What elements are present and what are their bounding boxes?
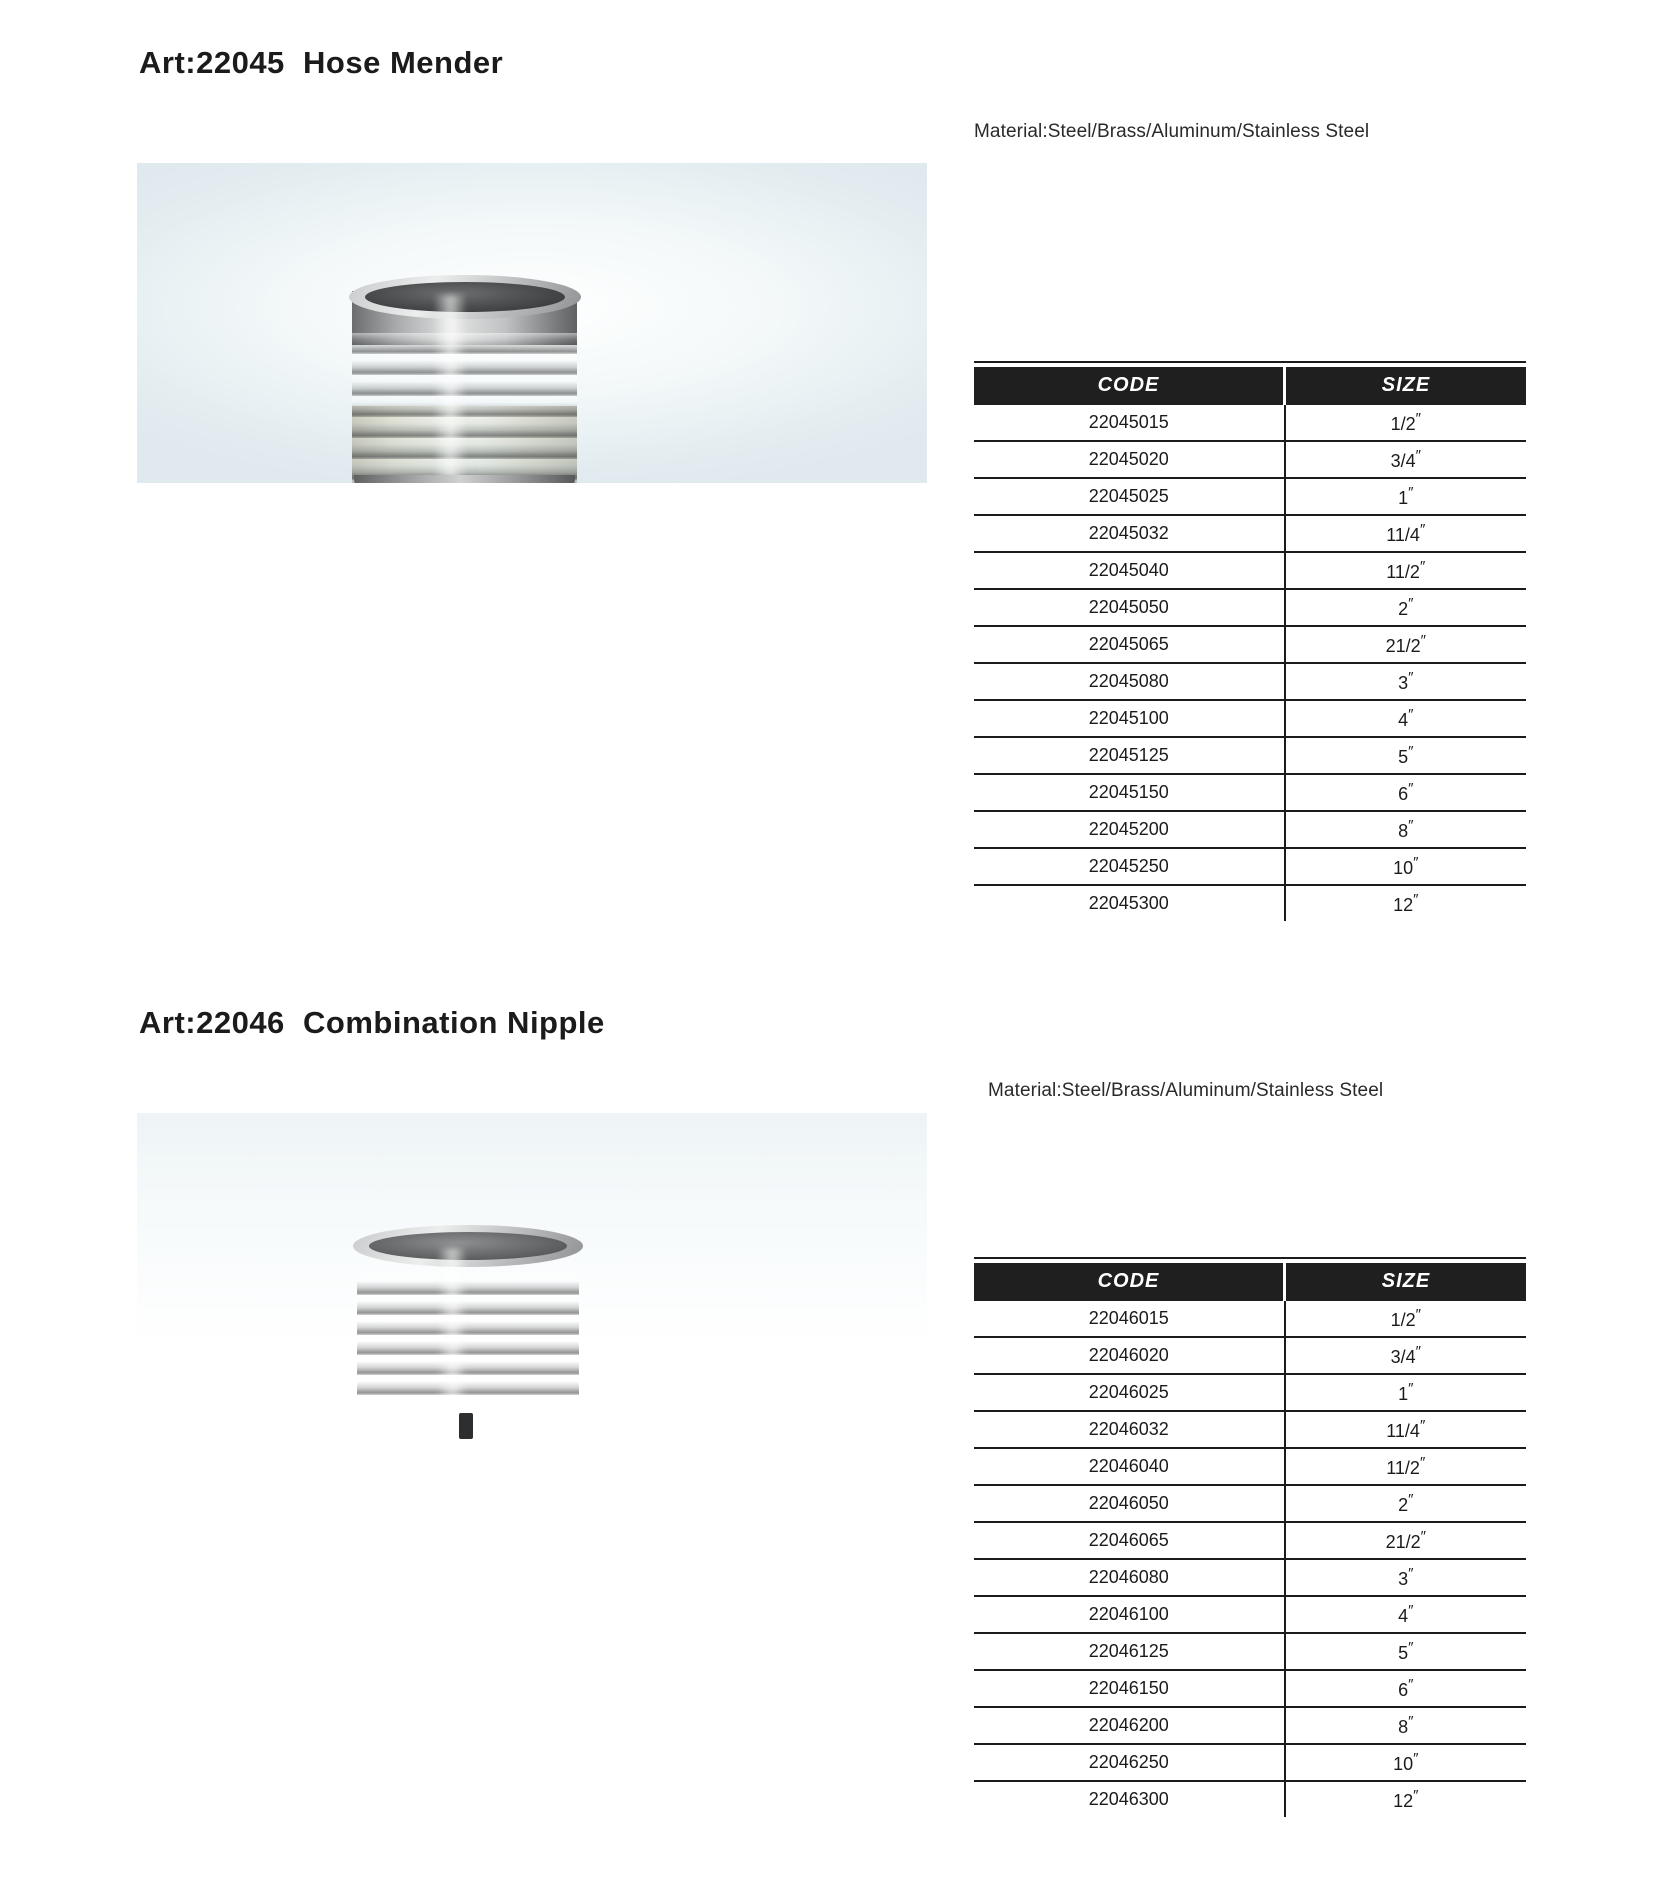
- size-unit: ″: [1408, 780, 1414, 797]
- size-unit: ″: [1415, 1306, 1421, 1323]
- cell-code: 22045200: [974, 811, 1285, 848]
- cell-size: [1285, 1670, 1527, 1707]
- cell-size: [1285, 1485, 1527, 1522]
- cell-size: [1285, 478, 1527, 515]
- table-row: [974, 848, 1526, 885]
- table-row: [974, 552, 1526, 589]
- size-value: 10: [1393, 1754, 1414, 1774]
- material-label-combination-nipple: Material:Steel/Brass/Aluminum/Stainless Steel: [988, 1080, 1384, 1101]
- cell-code: 22046020: [974, 1337, 1285, 1374]
- cell-code: 22045015: [974, 405, 1285, 441]
- hose-mender-photo: [137, 163, 927, 483]
- cell-size: [1285, 589, 1527, 626]
- cell-code: 22045125: [974, 737, 1285, 774]
- size-value: 2: [1398, 599, 1409, 619]
- barb-rib-group: [357, 1275, 579, 1395]
- cell-code: 22046032: [974, 1411, 1285, 1448]
- size-unit: ″: [1408, 1676, 1414, 1693]
- size-value: 10: [1393, 858, 1414, 878]
- table-row: [974, 1707, 1526, 1744]
- table-row: [974, 1485, 1526, 1522]
- table-row: [974, 405, 1526, 441]
- cell-code: 22046065: [974, 1522, 1285, 1559]
- size-unit: ″: [1415, 447, 1421, 464]
- cell-code: 22046200: [974, 1707, 1285, 1744]
- table-row: [974, 737, 1526, 774]
- table-row: [974, 478, 1526, 515]
- size-unit: ″: [1408, 1713, 1414, 1730]
- size-value: 3/4: [1390, 451, 1416, 471]
- barb-rib: [357, 1355, 579, 1375]
- table-row: [974, 811, 1526, 848]
- cell-size: [1285, 1374, 1527, 1411]
- table-row: [974, 1448, 1526, 1485]
- size-unit: ″: [1408, 669, 1414, 686]
- cell-code: 22045250: [974, 848, 1285, 885]
- table-row: [974, 700, 1526, 737]
- size-unit: ″: [1408, 706, 1414, 723]
- size-unit: ″: [1408, 1602, 1414, 1619]
- cell-code: 22045080: [974, 663, 1285, 700]
- page-title-hose-mender: Art:22045 Hose Mender: [139, 45, 504, 80]
- specular-highlight: [433, 295, 467, 481]
- cell-code: 22045040: [974, 552, 1285, 589]
- size-unit: ″: [1413, 1787, 1419, 1804]
- size-value: 2: [1398, 1495, 1409, 1515]
- size-value: 6: [1398, 1680, 1409, 1700]
- size-unit: ″: [1408, 1491, 1414, 1508]
- size-value: 11/2: [1386, 562, 1420, 582]
- cell-size: [1285, 405, 1527, 441]
- size-value: 3/4: [1390, 1347, 1416, 1367]
- table-row: [974, 515, 1526, 552]
- bore-inner-opening: [369, 1232, 567, 1260]
- size-value: 5: [1398, 747, 1409, 767]
- barb-rib: [357, 1275, 579, 1295]
- table-header-row: [974, 367, 1526, 405]
- cell-size: [1285, 1522, 1527, 1559]
- cell-size: [1285, 1633, 1527, 1670]
- size-value: 4: [1398, 1606, 1409, 1626]
- table-row: [974, 1596, 1526, 1633]
- column-header-size: SIZE: [1285, 1263, 1527, 1301]
- column-header-code: CODE: [974, 1263, 1285, 1301]
- size-value: 11/4: [1386, 1421, 1420, 1441]
- table-row: [974, 1559, 1526, 1596]
- barb-rib: [357, 1375, 579, 1395]
- size-unit: ″: [1408, 1639, 1414, 1656]
- size-unit: ″: [1413, 854, 1419, 871]
- table-header-row: [974, 1263, 1526, 1301]
- cell-size: [1285, 1781, 1527, 1817]
- size-unit: ″: [1408, 484, 1414, 501]
- size-unit: ″: [1415, 1343, 1421, 1360]
- cell-code: 22045065: [974, 626, 1285, 663]
- table-row: [974, 441, 1526, 478]
- cell-code: 22046015: [974, 1301, 1285, 1337]
- cell-code: 22046050: [974, 1485, 1285, 1522]
- cell-size: [1285, 700, 1527, 737]
- size-unit: ″: [1420, 632, 1426, 649]
- spec-table-hose-mender: [974, 367, 1526, 921]
- size-unit: ″: [1419, 521, 1426, 538]
- table-row: [974, 885, 1526, 921]
- size-value: 4: [1398, 710, 1409, 730]
- table-header: [974, 367, 1526, 405]
- spec-table-wrapper-combination-nipple: [974, 1263, 1526, 1817]
- size-value: 11/4: [1386, 525, 1420, 545]
- size-unit: ″: [1408, 595, 1414, 612]
- cell-size: [1285, 515, 1527, 552]
- size-value: 1: [1398, 488, 1409, 508]
- cell-size: [1285, 1744, 1527, 1781]
- cell-size: [1285, 885, 1527, 921]
- size-value: 21/2: [1385, 1532, 1421, 1552]
- column-header-code: CODE: [974, 367, 1285, 405]
- cell-code: 22046040: [974, 1448, 1285, 1485]
- table-row: [974, 1374, 1526, 1411]
- cell-code: 22046250: [974, 1744, 1285, 1781]
- size-value: 1/2: [1390, 1310, 1416, 1330]
- size-unit: ″: [1419, 1417, 1426, 1434]
- table-row: [974, 589, 1526, 626]
- size-unit: ″: [1408, 743, 1414, 760]
- table-body-hose-mender: [974, 405, 1526, 921]
- cell-size: [1285, 1301, 1527, 1337]
- table-row: [974, 1781, 1526, 1817]
- size-unit: ″: [1413, 1750, 1419, 1767]
- spec-table-wrapper-hose-mender: [974, 367, 1526, 921]
- table-top-rule: [974, 1257, 1526, 1259]
- cell-size: [1285, 552, 1527, 589]
- cell-size: [1285, 663, 1527, 700]
- cell-code: 22046300: [974, 1781, 1285, 1817]
- material-label-hose-mender: Material:Steel/Brass/Aluminum/Stainless Steel: [974, 121, 1370, 142]
- cell-size: [1285, 1559, 1527, 1596]
- size-unit: ″: [1413, 891, 1419, 908]
- size-unit: ″: [1419, 558, 1426, 575]
- cell-code: 22046150: [974, 1670, 1285, 1707]
- cell-size: [1285, 811, 1527, 848]
- size-value: 1: [1398, 1384, 1409, 1404]
- cell-code: 22045032: [974, 515, 1285, 552]
- spec-table-combination-nipple: [974, 1263, 1526, 1817]
- cell-code: 22045300: [974, 885, 1285, 921]
- size-unit: ″: [1408, 1565, 1414, 1582]
- cell-code: 22046125: [974, 1633, 1285, 1670]
- cell-size: [1285, 737, 1527, 774]
- cell-code: 22046100: [974, 1596, 1285, 1633]
- table-row: [974, 1633, 1526, 1670]
- cell-code: 22045050: [974, 589, 1285, 626]
- combination-nipple-illustration: [137, 1113, 927, 1443]
- table-row: [974, 774, 1526, 811]
- table-header: [974, 1263, 1526, 1301]
- cell-size: [1285, 1411, 1527, 1448]
- cell-size: [1285, 774, 1527, 811]
- cell-size: [1285, 1596, 1527, 1633]
- cell-size: [1285, 626, 1527, 663]
- table-row: [974, 1522, 1526, 1559]
- table-row: [974, 1411, 1526, 1448]
- size-unit: ″: [1408, 1380, 1414, 1397]
- cell-size: [1285, 1337, 1527, 1374]
- size-value: 12: [1393, 1791, 1414, 1811]
- size-value: 11/2: [1386, 1458, 1420, 1478]
- cell-code: 22045150: [974, 774, 1285, 811]
- column-header-size: SIZE: [1285, 367, 1527, 405]
- size-unit: ″: [1420, 1528, 1426, 1545]
- size-value: 8: [1398, 821, 1409, 841]
- table-top-rule: [974, 361, 1526, 363]
- size-value: 3: [1398, 1569, 1409, 1589]
- size-unit: ″: [1415, 410, 1421, 427]
- cell-code: 22045100: [974, 700, 1285, 737]
- size-unit: ″: [1408, 817, 1414, 834]
- size-unit: ″: [1419, 1454, 1426, 1471]
- size-value: 8: [1398, 1717, 1409, 1737]
- cell-code: 22045025: [974, 478, 1285, 515]
- hose-mender-illustration: [137, 163, 927, 483]
- cell-code: 22046080: [974, 1559, 1285, 1596]
- table-row: [974, 1337, 1526, 1374]
- cell-size: [1285, 441, 1527, 478]
- page-title-combination-nipple: Art:22046 Combination Nipple: [139, 1005, 605, 1040]
- size-value: 6: [1398, 784, 1409, 804]
- size-value: 3: [1398, 673, 1409, 693]
- combination-nipple-photo: [137, 1113, 927, 1443]
- table-row: [974, 1744, 1526, 1781]
- table-row: [974, 663, 1526, 700]
- barb-rib: [357, 1315, 579, 1335]
- cell-code: 22045020: [974, 441, 1285, 478]
- table-row: [974, 1301, 1526, 1337]
- size-value: 21/2: [1385, 636, 1421, 656]
- barb-rib: [357, 1335, 579, 1355]
- cell-size: [1285, 1448, 1527, 1485]
- table-body-combination-nipple: [974, 1301, 1526, 1817]
- size-value: 5: [1398, 1643, 1409, 1663]
- size-value: 1/2: [1390, 414, 1416, 434]
- bottom-edge: [354, 475, 575, 483]
- size-value: 12: [1393, 895, 1414, 915]
- table-row: [974, 1670, 1526, 1707]
- cell-size: [1285, 1707, 1527, 1744]
- cell-size: [1285, 848, 1527, 885]
- barb-rib: [357, 1295, 579, 1315]
- port-detail: [459, 1413, 473, 1439]
- table-row: [974, 626, 1526, 663]
- cell-code: 22046025: [974, 1374, 1285, 1411]
